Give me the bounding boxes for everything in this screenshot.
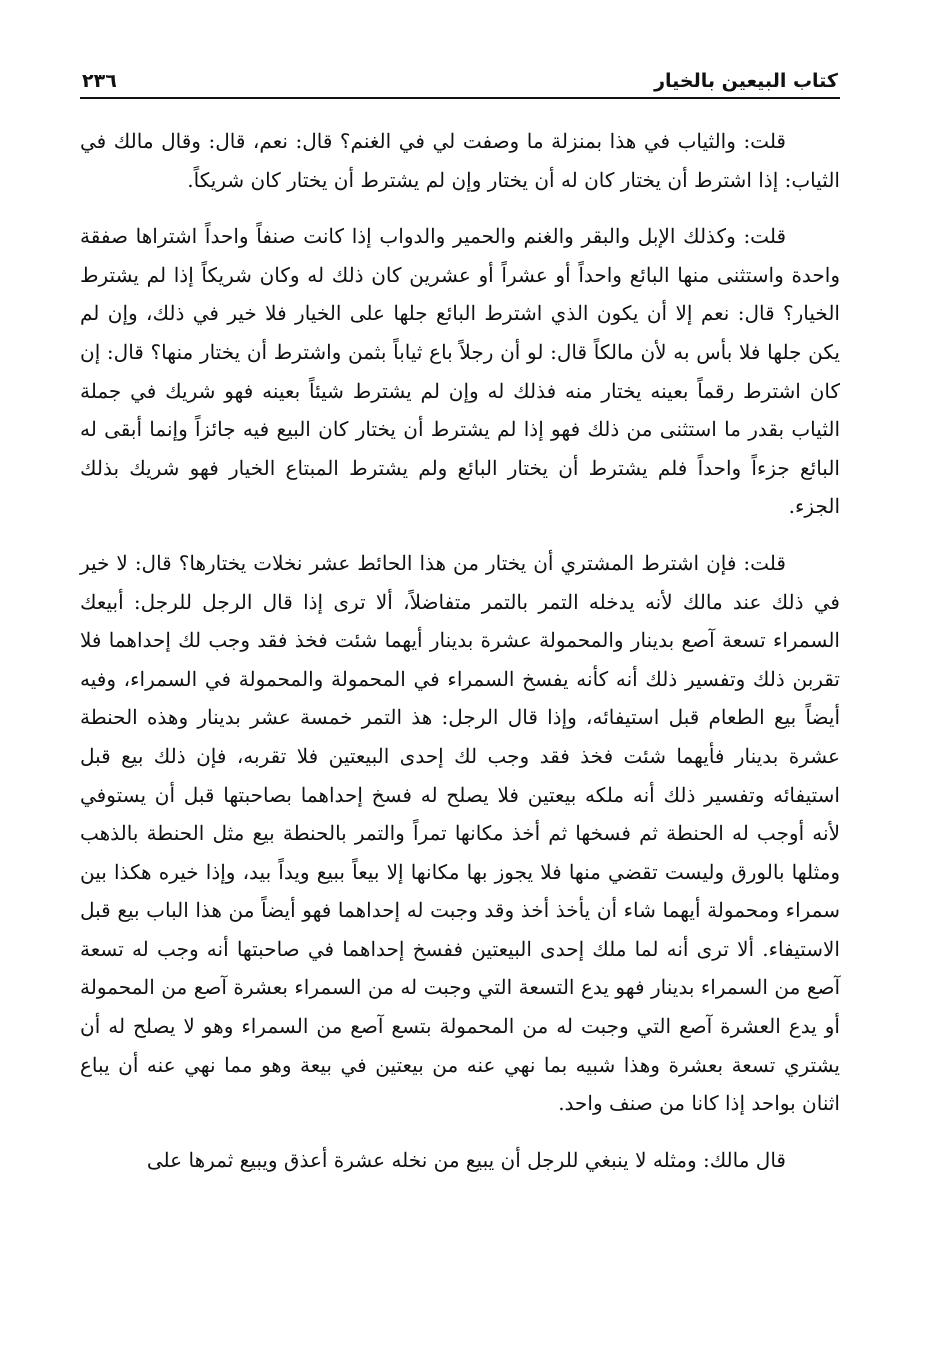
paragraph: قلت: وكذلك الإبل والبقر والغنم والحمير والدواب إذا كانت صنفاً واحداً اشتراها صفقة واحدة واستثنى منها البائع واحداً أو عشراً أو عشرين كان ذلك له وكان شريكاً إذا لم يشترط الخيار؟ قال: نعم إلا أن يكون الذي اشترط البائع جلها على الخيار فلا خير في ذلك، وإن لم يكن جلها فلا بأس به لأن مالكاً قال: لو أن رجلاً باع ثياباً بثمن واشترط أن يختار منها؟ قال: إن كان اشترط رقماً بعينه يختار منه فذلك له وإن لم يشترط شيئاً بعينه فهو شريك في جملة الثياب بقدر ما استثنى من ذلك فهو إذا لم يشترط أن يختار كان البيع فيه جائزاً وإنما أبقى له البائع جزءاً واحداً فلم يشترط أن يختار البائع ولم يشترط المبتاع الخيار فهو شريك بذلك الجزء. [80, 224, 840, 519]
paragraph: قال مالك: ومثله لا ينبغي للرجل أن يبيع من نخله عشرة أعذق ويبيع ثمرها على [146, 1147, 786, 1172]
paragraph: قلت: فإن اشترط المشتري أن يختار من هذا الحائط عشر نخلات يختارها؟ قال: لا خير في ذلك عند مالك لأنه يدخله التمر بالتمر متفاضلاً، ألا ترى إذا قال الرجل للرجل: أبيعك السمراء تسعة آصع بدينار والمحمولة عشرة بدينار أيهما شئت فخذ فقد وجب لك إحداهما فلا تقربن ذلك وتفسير ذلك أنه كأنه يفسخ السمراء في المحمولة والمحمولة في السمراء، وفيه أيضاً بيع الطعام قبل استيفائه، وإذا قال الرجل: هذ التمر خمسة عشر بدينار وهذه الحنطة عشرة بدينار فأيهما شئت فخذ فقد وجب لك إحدى البيعتين فلا تقربه، فإن ذلك بيع قبل استيفائه وتفسير ذلك أنه ملكه بيعتين فلا يصلح له فسخ إحداهما بصاحبتها قبل أن يستوفي لأنه أوجب له الحنطة ثم فسخها ثم أخذ مكانها تمراً والتمر بالحنطة بيع مثل الحنطة بالذهب ومثلها بالورق وليست تقضي منها فلا يجوز بها مكانها إلا بيعاً ببيع ويداً بيد، وإذا خيره هكذا بين سمراء ومحمولة أيهما شاء أن يأخذ أخذ وقد وجبت له إحداهما فهو أيضاً من هذا الباب بيع قبل الاستيفاء. ألا ترى أنه لما ملك إحدى البيعتين ففسخ إحداهما في صاحبتها أنه وجب له تسعة آصع من السمراء بدينار فهو يدع التسعة التي وجبت له من السمراء بعشرة آصع من المحمولة أو يدع العشرة آصع التي وجبت له من المحمولة بتسع آصع من السمراء وهو لا يصلح له أن يشتري تسعة بعشرة وهذا شبيه بما نهي عنه من بيعتين في بيعة وهو مما نهي عنه أن يباع اثنان بواحد إذا كانا من صنف واحد. [80, 550, 840, 1116]
header-rule [80, 97, 840, 99]
body-text [80, 122, 840, 1197]
book-title: كتاب البيعين بالخيار [654, 70, 838, 92]
running-header [82, 58, 838, 92]
paragraph: قلت: والثياب في هذا بمنزلة ما وصفت لي في الغنم؟ قال: نعم، قال: وقال مالك في الثياب: إذا اشترط أن يختار كان له أن يختار وإن لم يشترط أن يختار كان شريكاً. [80, 129, 840, 192]
page-number: ٢٣٦ [82, 70, 117, 92]
